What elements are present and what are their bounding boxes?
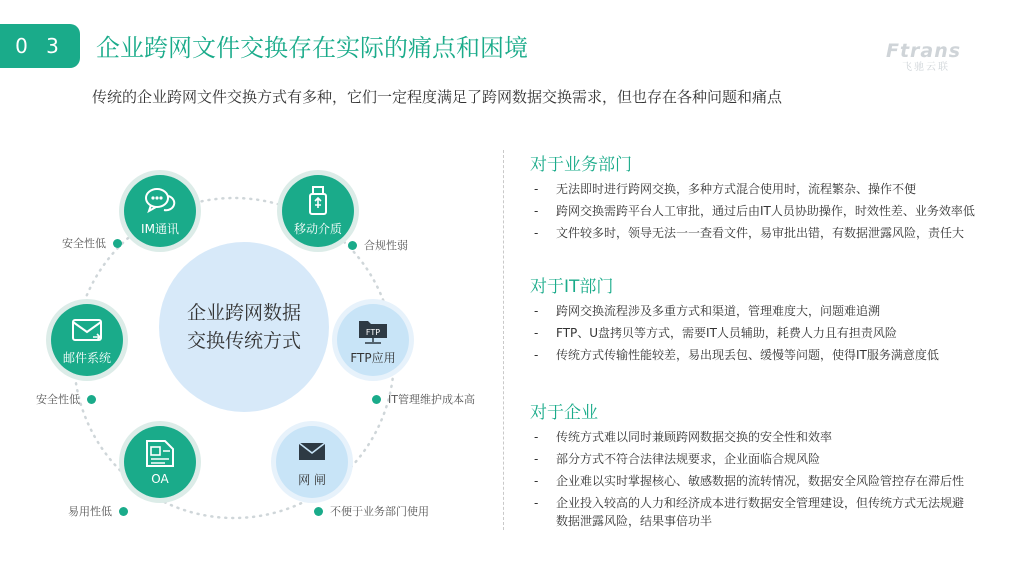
tag-dot [87,395,96,404]
list-item: - 跨网交换需跨平台人工审批，通过后由IT人员协助操作，时效性差、业务效率低 [530,200,975,222]
page-title: 企业跨网文件交换存在实际的痛点和困境 [96,34,528,62]
chat-icon [144,186,176,216]
section-title-business: 对于业务部门 [530,155,632,175]
section-list-it [530,300,939,366]
column-divider [503,150,504,530]
list-item: - 文件较多时，领导无法一一查看文件，易审批出错，有数据泄露风险，责任大 [530,222,975,244]
tag-mail-security-low [36,391,96,407]
list-item: - 跨网交换流程涉及多重方式和渠道，管理难度大，问题难追溯 [530,300,939,322]
tag-text: 不便于业务部门使用 [330,505,429,518]
oa-document-icon [144,438,176,468]
section-list-enterprise [530,426,964,532]
list-item: - 传统方式传输性能较差，易出现丢包、缓慢等问题，使得IT服务满意度低 [530,344,939,366]
logo-cn-text: 飞驰云联 [902,62,950,73]
tag-dot [113,239,122,248]
center-disc [159,242,329,412]
tag-text: 易用性低 [68,505,112,518]
page-subtitle: 传统的企业跨网文件交换方式有多种，它们一定程度满足了跨网数据交换需求，但也存在各种问题和痛点 [92,88,783,106]
list-item: - FTP、U盘拷贝等方式，需要IT人员辅助，耗费人力且有担责风险 [530,322,939,344]
section-title-it: 对于IT部门 [530,277,614,297]
node-im[interactable] [124,175,196,247]
logo-brand-text: Ftrans [886,40,962,62]
node-oa-label: OA [151,472,169,486]
brand-logo [886,42,996,76]
tag-text: IT管理维护成本高 [388,393,475,406]
node-usb-label: 移动介质 [293,221,342,236]
section-title-enterprise: 对于企业 [530,403,598,423]
node-im-label: IM通讯 [141,221,179,236]
node-ftp-label: FTP应用 [350,350,396,365]
tag-dot [314,507,323,516]
tag-oa-usability-low [68,503,128,519]
tag-text: 安全性低 [36,393,80,406]
node-gateway[interactable] [276,426,348,498]
tag-text: 合规性弱 [364,239,408,252]
list-item: - 企业难以实时掌握核心、敏感数据的流转情况，数据安全风险管控存在滞后性 [530,470,964,492]
node-ftp[interactable] [337,304,409,376]
tag-usb-compliance-weak [348,237,408,253]
tag-dot [119,507,128,516]
usb-drive-icon [302,186,334,216]
node-mail[interactable] [51,304,123,376]
tag-ftp-it-cost-high [372,391,475,407]
center-text-line2: 交换传统方式 [186,330,301,352]
node-usb[interactable] [282,175,354,247]
node-gateway-label: 网 闸 [298,472,326,487]
list-item-continuation: 数据泄露风险，结果事倍功半 [556,514,713,528]
tag-text: 安全性低 [62,237,106,250]
node-mail-label: 邮件系统 [62,350,111,365]
ftp-folder-icon [357,315,389,345]
gateway-envelope-icon [296,437,328,467]
list-item: - 无法即时进行跨网交换，多种方式混合使用时，流程繁杂、操作不便 [530,178,975,200]
tag-dot [348,241,357,250]
section-number-badge: 0 3 [0,24,80,68]
tag-dot [372,395,381,404]
tag-im-security-low [62,235,122,251]
list-item: - 企业投入较高的人力和经济成本进行数据安全管理建设，但传统方式无法规避 [530,492,964,514]
mail-icon [71,315,103,345]
section-list-business [530,178,975,244]
tag-gateway-inconvenient [314,503,429,519]
center-text-line1: 企业跨网数据 [186,302,301,324]
svg-text:FTP: FTP [365,327,381,337]
list-item: - 传统方式难以同时兼顾跨网数据交换的安全性和效率 [530,426,964,448]
node-oa[interactable] [124,426,196,498]
list-item: - 部分方式不符合法律法规要求，企业面临合规风险 [530,448,964,470]
